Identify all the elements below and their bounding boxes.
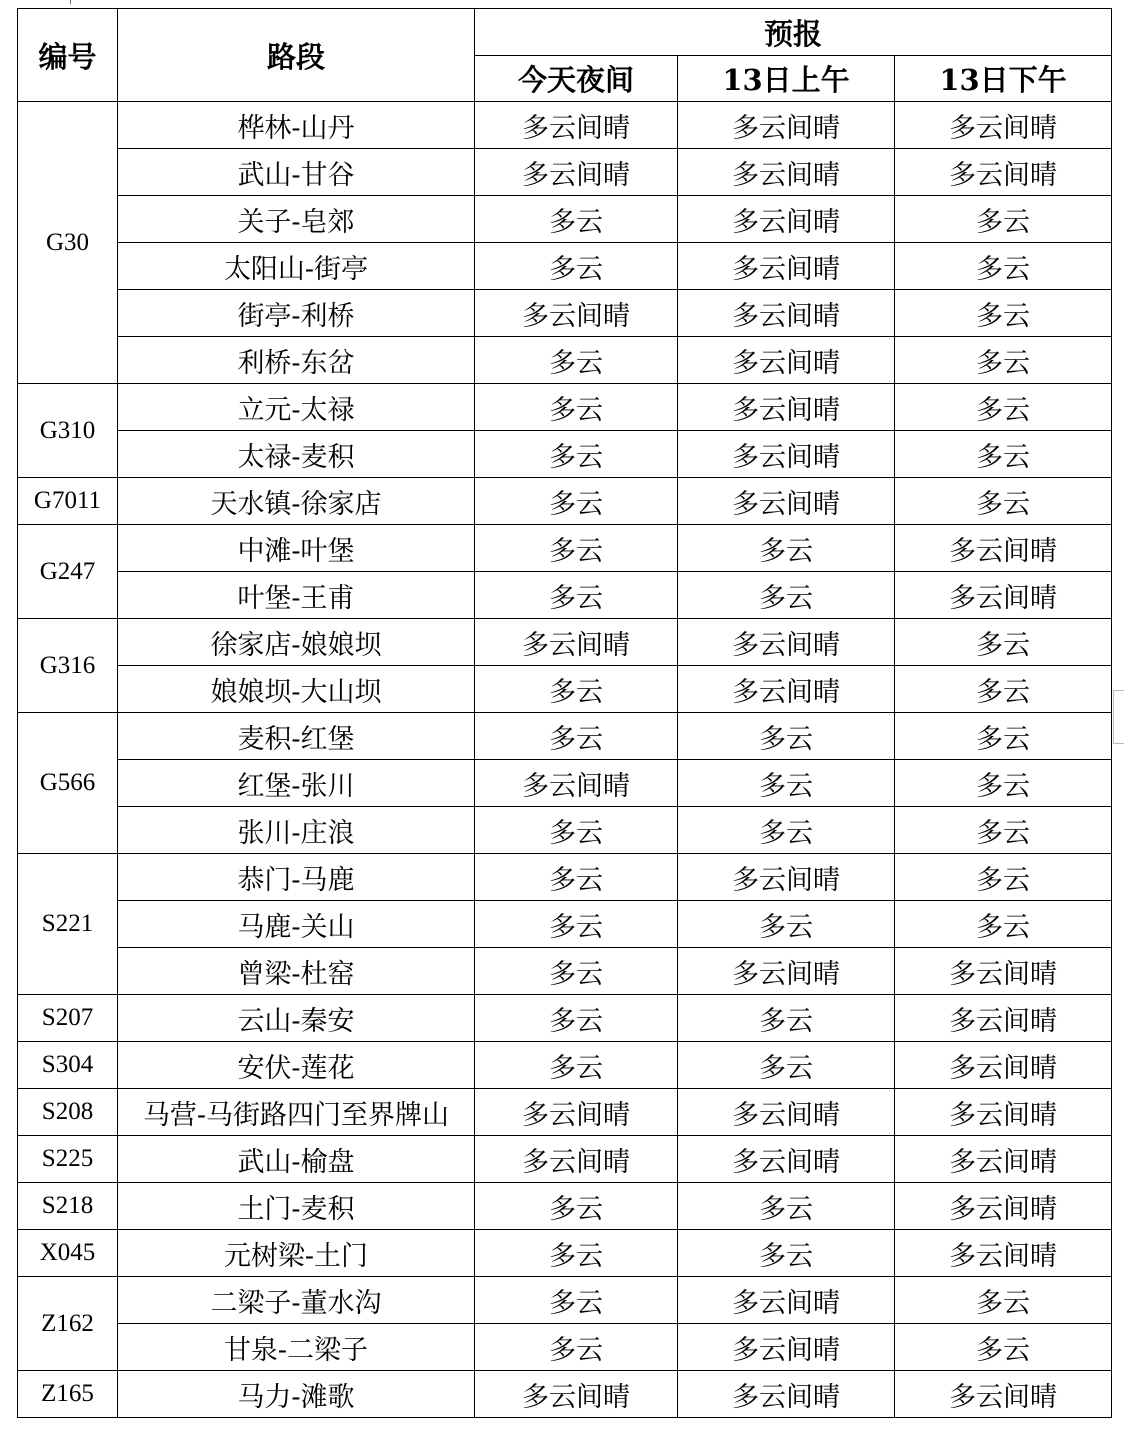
forecast-tonight-cell: 多云 — [475, 572, 678, 619]
route-code-cell: S221 — [18, 854, 118, 995]
table-row — [18, 337, 1112, 384]
table-row — [18, 901, 1112, 948]
route-code-cell: X045 — [18, 1230, 118, 1277]
route-code-cell: S218 — [18, 1183, 118, 1230]
forecast-afternoon-cell: 多云间晴 — [895, 995, 1112, 1042]
forecast-morning-cell: 多云间晴 — [678, 1371, 895, 1418]
segment-cell: 关子-皂郊 — [118, 196, 475, 243]
forecast-tonight-cell: 多云 — [475, 337, 678, 384]
table-row — [18, 149, 1112, 196]
forecast-afternoon-cell: 多云 — [895, 290, 1112, 337]
forecast-tonight-cell: 多云 — [475, 713, 678, 760]
forecast-tonight-cell: 多云 — [475, 525, 678, 572]
forecast-morning-cell: 多云 — [678, 760, 895, 807]
forecast-afternoon-cell: 多云 — [895, 760, 1112, 807]
forecast-tonight-cell: 多云间晴 — [475, 149, 678, 196]
route-code-cell: S208 — [18, 1089, 118, 1136]
forecast-tonight-cell: 多云 — [475, 807, 678, 854]
forecast-afternoon-cell: 多云间晴 — [895, 1136, 1112, 1183]
forecast-afternoon-cell: 多云 — [895, 384, 1112, 431]
route-code-cell: S225 — [18, 1136, 118, 1183]
segment-header: 路段 — [118, 9, 475, 102]
forecast-morning-cell: 多云间晴 — [678, 478, 895, 525]
forecast-morning-cell: 多云间晴 — [678, 666, 895, 713]
table-row — [18, 1183, 1112, 1230]
period-header-tonight: 今天夜间 — [475, 56, 678, 102]
forecast-morning-cell: 多云 — [678, 1042, 895, 1089]
forecast-afternoon-cell: 多云间晴 — [895, 1183, 1112, 1230]
table-row — [18, 572, 1112, 619]
forecast-afternoon-cell: 多云间晴 — [895, 1042, 1112, 1089]
route-code-cell: Z165 — [18, 1371, 118, 1418]
forecast-afternoon-cell: 多云 — [895, 619, 1112, 666]
segment-cell: 张川-庄浪 — [118, 807, 475, 854]
table-row — [18, 1136, 1112, 1183]
forecast-afternoon-cell: 多云 — [895, 1324, 1112, 1371]
forecast-tonight-cell: 多云间晴 — [475, 102, 678, 149]
segment-cell: 天水镇-徐家店 — [118, 478, 475, 525]
table-row — [18, 619, 1112, 666]
forecast-morning-cell: 多云间晴 — [678, 1136, 895, 1183]
forecast-afternoon-cell: 多云 — [895, 901, 1112, 948]
forecast-afternoon-cell: 多云间晴 — [895, 525, 1112, 572]
forecast-morning-cell: 多云间晴 — [678, 196, 895, 243]
forecast-tonight-cell: 多云 — [475, 854, 678, 901]
forecast-afternoon-cell: 多云间晴 — [895, 149, 1112, 196]
table-row — [18, 948, 1112, 995]
forecast-tonight-cell: 多云 — [475, 1183, 678, 1230]
segment-cell: 元树梁-土门 — [118, 1230, 475, 1277]
route-code-cell: S207 — [18, 995, 118, 1042]
forecast-tonight-cell: 多云 — [475, 1324, 678, 1371]
segment-cell: 武山-甘谷 — [118, 149, 475, 196]
forecast-tonight-cell: 多云 — [475, 243, 678, 290]
segment-cell: 街亭-利桥 — [118, 290, 475, 337]
forecast-tonight-cell: 多云 — [475, 431, 678, 478]
segment-cell: 红堡-张川 — [118, 760, 475, 807]
route-code-cell: S304 — [18, 1042, 118, 1089]
forecast-tonight-cell: 多云间晴 — [475, 1089, 678, 1136]
segment-cell: 中滩-叶堡 — [118, 525, 475, 572]
forecast-afternoon-cell: 多云间晴 — [895, 1089, 1112, 1136]
table-row — [18, 102, 1112, 149]
table-row — [18, 760, 1112, 807]
forecast-afternoon-cell: 多云 — [895, 1277, 1112, 1324]
weather-forecast-table — [17, 8, 1112, 1418]
segment-cell: 恭门-马鹿 — [118, 854, 475, 901]
forecast-afternoon-cell: 多云 — [895, 337, 1112, 384]
table-row — [18, 525, 1112, 572]
forecast-morning-cell: 多云 — [678, 572, 895, 619]
page-edge-mark — [70, 0, 71, 4]
table-row — [18, 1042, 1112, 1089]
table-row — [18, 384, 1112, 431]
segment-cell: 云山-秦安 — [118, 995, 475, 1042]
forecast-afternoon-cell: 多云 — [895, 478, 1112, 525]
forecast-morning-cell: 多云间晴 — [678, 619, 895, 666]
table-header — [18, 9, 1112, 102]
scrollbar-fragment[interactable] — [1113, 690, 1124, 744]
table-row — [18, 995, 1112, 1042]
segment-cell: 利桥-东岔 — [118, 337, 475, 384]
forecast-morning-cell: 多云间晴 — [678, 1089, 895, 1136]
code-header: 编号 — [18, 9, 118, 102]
forecast-tonight-cell: 多云间晴 — [475, 760, 678, 807]
segment-cell: 太禄-麦积 — [118, 431, 475, 478]
segment-cell: 马营-马街路四门至界牌山 — [118, 1089, 475, 1136]
segment-cell: 武山-榆盘 — [118, 1136, 475, 1183]
segment-cell: 马力-滩歌 — [118, 1371, 475, 1418]
table-row — [18, 1277, 1112, 1324]
forecast-morning-cell: 多云间晴 — [678, 149, 895, 196]
forecast-tonight-cell: 多云 — [475, 384, 678, 431]
forecast-tonight-cell: 多云 — [475, 995, 678, 1042]
route-code-cell: G247 — [18, 525, 118, 619]
table-row — [18, 1230, 1112, 1277]
forecast-morning-cell: 多云间晴 — [678, 431, 895, 478]
table-row — [18, 290, 1112, 337]
forecast-tonight-cell: 多云 — [475, 1230, 678, 1277]
forecast-afternoon-cell: 多云间晴 — [895, 1230, 1112, 1277]
route-code-cell: G566 — [18, 713, 118, 854]
segment-cell: 桦林-山丹 — [118, 102, 475, 149]
table-row — [18, 1089, 1112, 1136]
table-body — [18, 102, 1112, 1418]
forecast-afternoon-cell: 多云 — [895, 854, 1112, 901]
table-row — [18, 713, 1112, 760]
forecast-tonight-cell: 多云 — [475, 666, 678, 713]
forecast-afternoon-cell: 多云 — [895, 431, 1112, 478]
segment-cell: 二梁子-董水沟 — [118, 1277, 475, 1324]
forecast-afternoon-cell: 多云 — [895, 243, 1112, 290]
segment-cell: 太阳山-街亭 — [118, 243, 475, 290]
forecast-tonight-cell: 多云 — [475, 1277, 678, 1324]
forecast-afternoon-cell: 多云 — [895, 196, 1112, 243]
forecast-afternoon-cell: 多云 — [895, 666, 1112, 713]
forecast-tonight-cell: 多云 — [475, 478, 678, 525]
forecast-afternoon-cell: 多云间晴 — [895, 948, 1112, 995]
forecast-morning-cell: 多云间晴 — [678, 102, 895, 149]
forecast-morning-cell: 多云 — [678, 525, 895, 572]
route-code-cell: G30 — [18, 102, 118, 384]
forecast-morning-cell: 多云间晴 — [678, 384, 895, 431]
route-code-cell: G310 — [18, 384, 118, 478]
route-code-cell: Z162 — [18, 1277, 118, 1371]
forecast-morning-cell: 多云间晴 — [678, 854, 895, 901]
forecast-morning-cell: 多云间晴 — [678, 243, 895, 290]
segment-cell: 安伏-莲花 — [118, 1042, 475, 1089]
forecast-morning-cell: 多云间晴 — [678, 948, 895, 995]
route-code-cell: G316 — [18, 619, 118, 713]
forecast-tonight-cell: 多云 — [475, 1042, 678, 1089]
forecast-tonight-cell: 多云间晴 — [475, 1371, 678, 1418]
forecast-tonight-cell: 多云间晴 — [475, 619, 678, 666]
forecast-morning-cell: 多云 — [678, 1183, 895, 1230]
segment-cell: 麦积-红堡 — [118, 713, 475, 760]
table-row — [18, 854, 1112, 901]
forecast-afternoon-cell: 多云间晴 — [895, 572, 1112, 619]
forecast-afternoon-cell: 多云 — [895, 807, 1112, 854]
segment-cell: 马鹿-关山 — [118, 901, 475, 948]
table-row — [18, 196, 1112, 243]
segment-cell: 甘泉-二梁子 — [118, 1324, 475, 1371]
forecast-morning-cell: 多云 — [678, 807, 895, 854]
forecast-tonight-cell: 多云 — [475, 196, 678, 243]
segment-cell: 叶堡-王甫 — [118, 572, 475, 619]
table-row — [18, 1371, 1112, 1418]
forecast-morning-cell: 多云间晴 — [678, 290, 895, 337]
forecast-afternoon-cell: 多云间晴 — [895, 1371, 1112, 1418]
segment-cell: 土门-麦积 — [118, 1183, 475, 1230]
forecast-tonight-cell: 多云间晴 — [475, 1136, 678, 1183]
segment-cell: 曾梁-杜窑 — [118, 948, 475, 995]
period-header-morning: 13日上午 — [678, 56, 895, 102]
period-header-afternoon: 13日下午 — [895, 56, 1112, 102]
forecast-morning-cell: 多云 — [678, 713, 895, 760]
forecast-morning-cell: 多云 — [678, 995, 895, 1042]
forecast-tonight-cell: 多云 — [475, 901, 678, 948]
table-row — [18, 478, 1112, 525]
segment-cell: 娘娘坝-大山坝 — [118, 666, 475, 713]
forecast-afternoon-cell: 多云 — [895, 713, 1112, 760]
forecast-morning-cell: 多云间晴 — [678, 1324, 895, 1371]
forecast-header: 预报 — [475, 9, 1112, 56]
table-row — [18, 666, 1112, 713]
forecast-tonight-cell: 多云 — [475, 948, 678, 995]
table-row — [18, 431, 1112, 478]
forecast-morning-cell: 多云 — [678, 901, 895, 948]
forecast-tonight-cell: 多云间晴 — [475, 290, 678, 337]
forecast-morning-cell: 多云间晴 — [678, 1277, 895, 1324]
forecast-morning-cell: 多云 — [678, 1230, 895, 1277]
route-code-cell: G7011 — [18, 478, 118, 525]
table-row — [18, 807, 1112, 854]
segment-cell: 徐家店-娘娘坝 — [118, 619, 475, 666]
forecast-morning-cell: 多云间晴 — [678, 337, 895, 384]
table-row — [18, 243, 1112, 290]
forecast-afternoon-cell: 多云间晴 — [895, 102, 1112, 149]
table-row — [18, 1324, 1112, 1371]
segment-cell: 立元-太禄 — [118, 384, 475, 431]
